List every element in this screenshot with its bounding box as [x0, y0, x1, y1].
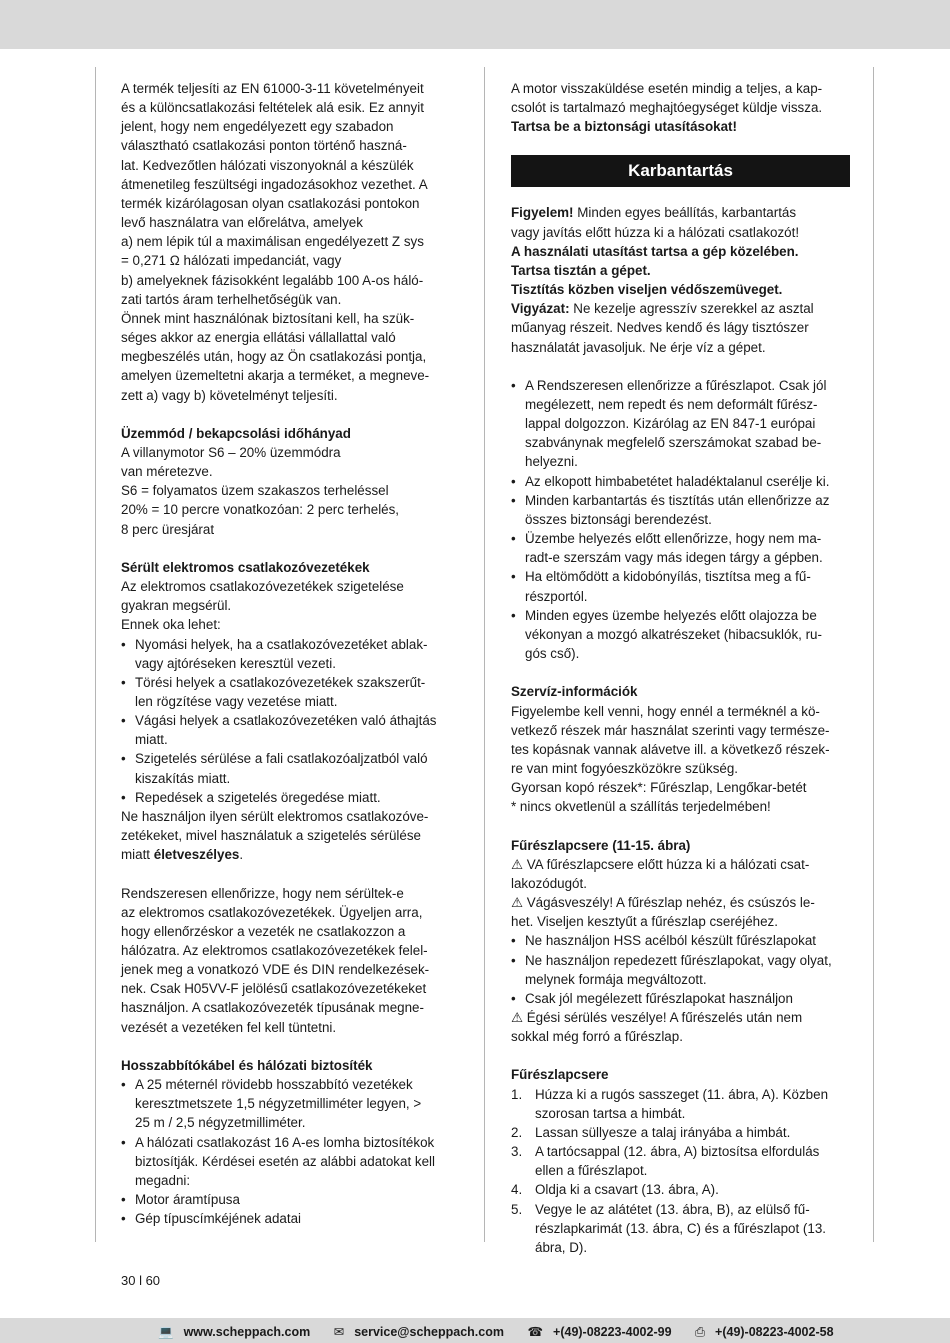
- text-line: van méretezve.: [121, 464, 213, 480]
- blade-list: [511, 931, 850, 1008]
- list-item: [511, 989, 850, 1008]
- bullet-icon: •: [121, 751, 126, 767]
- text-line: re van mint fogyóeszközökre szükség.: [511, 760, 739, 776]
- caution-line: [511, 299, 850, 318]
- text-line: Figyelembe kell venni, hogy ennél a terméknél a kö-: [511, 703, 820, 719]
- list-item-line: Ha eltömődött a kidobónyílás, tisztítsa meg a fű-: [525, 569, 811, 585]
- warning-line: het. Viseljen kesztyűt a fűrészlap cseréjéhez.: [511, 914, 778, 930]
- list-item-line: keresztmetszete 1,5 négyzetmilliméter legyen, >: [135, 1096, 422, 1112]
- blade-warnings: [511, 855, 850, 932]
- caution-label: Vigyázat:: [511, 301, 570, 317]
- cable-check-paragraph: [121, 884, 453, 1037]
- page-number: 30 l 60: [121, 1273, 161, 1288]
- bullet-icon: •: [511, 607, 516, 623]
- website-link[interactable]: [158, 1325, 320, 1339]
- list-item-line: Csak jól megélezett fűrészlapokat használjon: [525, 990, 793, 1006]
- list-item-line: kiszakítás miatt.: [135, 770, 231, 786]
- step-number: 2.: [511, 1124, 523, 1140]
- list-item-line: Szigetelés sérülése a fali csatlakozóaljzatból való: [135, 751, 428, 767]
- list-item-line: Ne használjon HSS acélból készült fűrészlapokat: [525, 933, 817, 949]
- left-column: [121, 79, 453, 1228]
- bullet-icon: •: [121, 636, 126, 652]
- list-item: [121, 1133, 453, 1190]
- text-line: * nincs okvetlenül a szállítás terjedelmében!: [511, 799, 771, 815]
- bullet-icon: •: [511, 952, 516, 968]
- list-item-line: Vágási helyek a csatlakozóvezetéken való áthajtás: [135, 713, 437, 729]
- step-number: 1.: [511, 1086, 523, 1102]
- warning-period: .: [239, 847, 244, 863]
- burn-warning: [511, 1008, 850, 1046]
- right-column: [511, 79, 850, 1257]
- text-line: használjon. A csatlakozóvezeték típusának megne-: [121, 1000, 424, 1016]
- mode-heading: Üzemmód / bekapcsolási időhányad: [121, 425, 351, 441]
- text-line: a) nem lépik túl a maximálisan engedélyezett Z sys: [121, 234, 424, 250]
- text-line: vezését a vezetéken fel kell tüntetni.: [121, 1019, 337, 1035]
- service-paragraph: [511, 702, 850, 817]
- bullet-icon: •: [121, 1134, 126, 1150]
- list-item-line: lappal dolgozzon. Kizárólag az EN 847-1 európai: [525, 416, 816, 432]
- damaged-cable-heading: Sérült elektromos csatlakozóvezetékek: [121, 559, 370, 575]
- list-item-line: Repedések a szigetelés öregedése miatt.: [135, 789, 381, 805]
- maintenance-list: [511, 376, 850, 663]
- text-line: 8 perc üresjárat: [121, 521, 215, 537]
- step-line: ábra, D).: [535, 1239, 588, 1255]
- text-line: használatát javasoljuk. Ne érje víz a gépet.: [511, 339, 766, 355]
- list-item-line: melynek formája megváltozott.: [525, 971, 707, 987]
- mail-icon: ✉: [333, 1325, 345, 1339]
- text-line: Gyorsan kopó részek*: Fűrészlap, Lengőkar-betét: [511, 780, 807, 796]
- text-line: séges akkor az energia ellátási vállallattal való: [121, 330, 396, 346]
- list-item-line: megélezett, nem repedt és nem deformált fűrész-: [525, 397, 818, 413]
- phone-icon: ☎: [527, 1325, 544, 1339]
- caution-paragraph: [511, 318, 850, 356]
- list-item: [511, 606, 850, 663]
- text-line: az elektromos csatlakozóvezetékek. Ügyeljen arra,: [121, 904, 423, 920]
- footer-contacts: [158, 1324, 854, 1340]
- text-line: A motor visszaküldése esetén mindig a teljes, a kap-: [511, 81, 823, 96]
- text-line: zett a) vagy b) követelményt teljesíti.: [121, 387, 338, 403]
- email-link[interactable]: [334, 1325, 514, 1339]
- text-line: Az elektromos csatlakozóvezetékek szigetelése: [121, 579, 404, 595]
- mode-paragraph: [121, 443, 453, 539]
- bullet-icon: •: [121, 1192, 126, 1207]
- list-item-line: megadni:: [135, 1172, 191, 1188]
- text-line: hogy ellenőrzéskor a vezeték ne csatlakozzon a: [121, 923, 406, 939]
- text-line: levő használatra van előrelátva, amelyek: [121, 215, 363, 231]
- text-line: = 0,271 Ω hálózati impedanciát, vagy: [121, 253, 342, 269]
- text-line: zetékeket, mivel használatuk a szigetelés sérülése: [121, 828, 421, 844]
- text-line: Önnek mint használónak biztosítani kell, ha szük-: [121, 310, 415, 326]
- list-item: [511, 472, 850, 491]
- blade-change-steps-heading: Fűrészlapcsere: [511, 1067, 609, 1083]
- blade-change-heading: Fűrészlapcsere (11-15. ábra): [511, 837, 691, 853]
- step-line: ellen a fűrészlapot.: [535, 1163, 648, 1179]
- list-item-line: Minden karbantartás és tisztítás után ellenőrizze az: [525, 492, 830, 508]
- list-item: [121, 711, 453, 749]
- text-line: jenek meg a vonatkozó VDE és DIN rendelkezések-: [121, 962, 430, 978]
- website-text: www.scheppach.com: [183, 1325, 311, 1339]
- text-line: Tartsa tisztán a gépet.: [511, 262, 651, 278]
- warning-text: miatt: [121, 847, 154, 863]
- step-line: szorosan tartsa a himbát.: [535, 1105, 686, 1121]
- bullet-icon: •: [121, 1077, 126, 1093]
- damaged-cable-list: [121, 635, 453, 807]
- step-line: Vegye le az alátétet (13. ábra, B), az elülső fű-: [535, 1201, 810, 1217]
- extension-cable-heading: Hosszabbítókábel és hálózati biztosíték: [121, 1057, 373, 1073]
- list-item: [511, 951, 850, 989]
- bullet-icon: •: [511, 933, 516, 949]
- list-item-line: vagy ajtóréseken keresztül vezeti.: [135, 655, 336, 671]
- list-item-line: szabványnak megfelelő szerszámokat szabad be-: [525, 435, 822, 451]
- list-item: [511, 376, 850, 472]
- list-item-line: Az elkopott himbabetétet haladéktalanul cserélje ki.: [525, 473, 830, 489]
- list-item-line: helyezni.: [525, 454, 578, 470]
- text-line: zati tartós áram terhelhetőségük van.: [121, 291, 342, 307]
- bullet-icon: •: [511, 492, 516, 508]
- text-line: A termék teljesíti az EN 61000-3-11 követelményeit: [121, 81, 424, 96]
- maintenance-bold-rules: [511, 242, 850, 299]
- list-item: [511, 529, 850, 567]
- list-item: [121, 1190, 453, 1209]
- step-number: 4.: [511, 1182, 523, 1198]
- motor-return-paragraph: [511, 79, 850, 117]
- list-item: [121, 673, 453, 711]
- list-item-line: Nyomási helyek, ha a csatlakozóvezetéket ablak-: [135, 636, 428, 652]
- phone-link[interactable]: [527, 1325, 681, 1339]
- right-margin-rule: [873, 67, 874, 1242]
- extension-cable-list: [121, 1075, 453, 1228]
- bullet-icon: •: [511, 473, 516, 489]
- list-item-line: Motor áramtípusa: [135, 1192, 240, 1207]
- list-item-line: Törési helyek a csatlakozóvezetékek szakszerűt-: [135, 674, 426, 690]
- text-line: választható csatlakozási ponton történő haszná-: [121, 138, 407, 154]
- step-line: részlapkarimát (13. ábra, C) és a fűrészlapot (13.: [535, 1220, 826, 1236]
- text-line: S6 = folyamatos üzem szakaszos terheléssel: [121, 483, 389, 499]
- step-item: [511, 1085, 850, 1123]
- damaged-cable-warning-last: [121, 845, 453, 864]
- list-item-line: A hálózati csatlakozást 16 A-es lomha biztosítékok: [135, 1134, 435, 1150]
- list-item-line: biztosítják. Kérdései esetén az alábbi adatokat kell: [135, 1153, 435, 1169]
- list-item-line: radt-e szerszám vagy más idegen tárgy a gépben.: [525, 550, 823, 566]
- blade-change-steps: [511, 1085, 850, 1257]
- text-line: megbeszélés után, hogy az Ön csatlakozási pontja,: [121, 349, 427, 365]
- section-title-maintenance: Karbantartás: [511, 155, 850, 187]
- text-line: ⚠ Égési sérülés veszélye! A fűrészelés után nem: [511, 1009, 803, 1025]
- damaged-cable-intro: [121, 577, 453, 634]
- caution-text: Ne kezelje agresszív szerekkel az asztal: [569, 301, 814, 317]
- fax-number: [695, 1325, 844, 1339]
- step-line: Húzza ki a rugós sasszeget (11. ábra, A). Közben: [535, 1086, 829, 1102]
- text-line: A használati utasítást tartsa a gép közelében.: [511, 243, 799, 259]
- text-line: termék kizárólagosan olyan csatlakozási pontokon: [121, 195, 420, 211]
- list-item-line: Gép típuscímkéjének adatai: [135, 1211, 301, 1227]
- step-line: A tartócsappal (12. ábra, A) biztosítsa elfordulás: [535, 1144, 820, 1160]
- list-item-line: részportól.: [525, 588, 588, 604]
- list-item-line: Üzembe helyezés előtt ellenőrizze, hogy nem ma-: [525, 531, 822, 547]
- bullet-icon: •: [511, 990, 516, 1006]
- computer-icon: 💻: [158, 1325, 174, 1339]
- list-item-line: összes biztonsági berendezést.: [525, 511, 712, 527]
- text-line: csolót is tartalmazó meghajtóegységet küldje vissza.: [511, 100, 823, 116]
- list-item: [121, 788, 453, 807]
- list-item: [511, 931, 850, 950]
- service-heading: Szervíz-információk: [511, 684, 638, 700]
- list-item: [121, 1209, 453, 1228]
- list-item-line: A 25 méternél rövidebb hosszabbító vezetékek: [135, 1077, 413, 1093]
- list-item: [121, 635, 453, 673]
- step-line: Oldja ki a csavart (13. ábra, A).: [535, 1182, 719, 1198]
- left-margin-rule: [95, 67, 96, 1242]
- bullet-icon: •: [121, 789, 126, 805]
- text-line: jelent, hogy nem engedélyezett egy szabadon: [121, 119, 394, 135]
- text-line: átmenetileg feszültségi ingadozásokhoz vezethet. A: [121, 176, 428, 192]
- bullet-icon: •: [121, 674, 126, 690]
- intro-paragraph: [121, 79, 453, 405]
- step-number: 5.: [511, 1201, 523, 1217]
- list-item: [511, 491, 850, 529]
- email-text: service@scheppach.com: [354, 1325, 504, 1339]
- warning-line: lakozódugót.: [511, 875, 587, 891]
- bullet-icon: •: [511, 377, 516, 393]
- phone-text: +(49)-08223-4002-99: [553, 1325, 672, 1339]
- list-item-line: gós cső).: [525, 646, 580, 662]
- list-item: [511, 567, 850, 605]
- attention-label: Figyelem!: [511, 205, 574, 221]
- text-line: nek. Csak H05VV-F jelölésű csatlakozóvezetékeket: [121, 981, 427, 997]
- text-line: Tisztítás közben viseljen védőszemüveget.: [511, 282, 783, 298]
- list-item-line: Ne használjon repedezett fűrészlapokat, vagy olyat,: [525, 952, 832, 968]
- list-item: [121, 749, 453, 787]
- fax-text: +(49)-08223-4002-58: [715, 1325, 834, 1339]
- step-item: [511, 1180, 850, 1199]
- step-line: Lassan süllyesze a talaj irányába a himbát.: [535, 1124, 791, 1140]
- bullet-icon: •: [511, 531, 516, 547]
- text-line: sokkal még forró a fűrészlap.: [511, 1029, 683, 1045]
- header-band: [0, 0, 950, 49]
- attention-line: [511, 203, 850, 222]
- text-line: 20% = 10 percre vonatkozóan: 2 perc terhelés,: [121, 502, 400, 518]
- center-column-rule: [484, 67, 485, 1242]
- attention-text: Minden egyes beállítás, karbantartás: [573, 205, 797, 221]
- list-item-line: vékonyan a mozgó alkatrészeket (hibacsuklók, ru-: [525, 626, 822, 642]
- step-item: [511, 1123, 850, 1142]
- warning-emphasis: életveszélyes: [153, 847, 240, 863]
- attention-line-2: vagy javítás előtt húzza ki a hálózati csatlakozót!: [511, 224, 800, 240]
- text-line: vetkező részek már használat szerinti vagy természe-: [511, 722, 830, 738]
- text-line: Rendszeresen ellenőrizze, hogy nem sérültek-e: [121, 885, 404, 901]
- footer-band: [0, 1318, 950, 1343]
- list-item: [121, 1075, 453, 1132]
- list-item-line: A Rendszeresen ellenőrizze a fűrészlapot. Csak jól: [525, 377, 827, 393]
- text-line: tes kopásnak vannak alávetve ill. a következő részek-: [511, 741, 830, 757]
- text-line: hálózatra. Az elektromos csatlakozóvezetékek felel-: [121, 942, 428, 958]
- text-line: lat. Kedvezőtlen hálózati viszonyoknál a készülék: [121, 157, 414, 173]
- warning-line: ⚠ Vágásveszély! A fűrészlap nehéz, és csúszós le-: [511, 895, 815, 911]
- text-line: műanyag részeit. Nedves kendő és lágy tisztószer: [511, 320, 809, 336]
- bullet-icon: •: [121, 1211, 126, 1227]
- text-line: gyakran megsérül.: [121, 598, 232, 614]
- list-item-line: Minden egyes üzembe helyezés előtt olajozza be: [525, 607, 817, 623]
- bullet-icon: •: [121, 713, 126, 729]
- step-item: [511, 1200, 850, 1257]
- warning-line: ⚠ VA fűrészlapcsere előtt húzza ki a hálózati csat-: [511, 856, 810, 872]
- bullet-icon: •: [511, 569, 516, 585]
- text-line: A villanymotor S6 – 20% üzemmódra: [121, 444, 341, 460]
- text-line: Ennek oka lehet:: [121, 617, 221, 633]
- text-line: és a különcsatlakozási feltételek alá esik. Ez annyit: [121, 100, 424, 116]
- safety-reminder: Tartsa be a biztonsági utasításokat!: [511, 119, 737, 135]
- list-item-line: len rögzítése vagy vezetése miatt.: [135, 693, 338, 709]
- text-line: b) amelyeknek fázisokként legalább 100 A-os háló-: [121, 272, 424, 288]
- step-number: 3.: [511, 1144, 523, 1160]
- list-item-line: miatt.: [135, 732, 168, 748]
- step-item: [511, 1142, 850, 1180]
- damaged-cable-warning: [121, 807, 453, 845]
- fax-icon: ⎙: [695, 1325, 706, 1339]
- text-line: Ne használjon ilyen sérült elektromos csatlakozóve-: [121, 808, 429, 824]
- list-item-line: 25 m / 2,5 négyzetmilliméter.: [135, 1115, 306, 1131]
- text-line: amelyen üzemeltetni akarja a terméket, a megneve-: [121, 368, 430, 384]
